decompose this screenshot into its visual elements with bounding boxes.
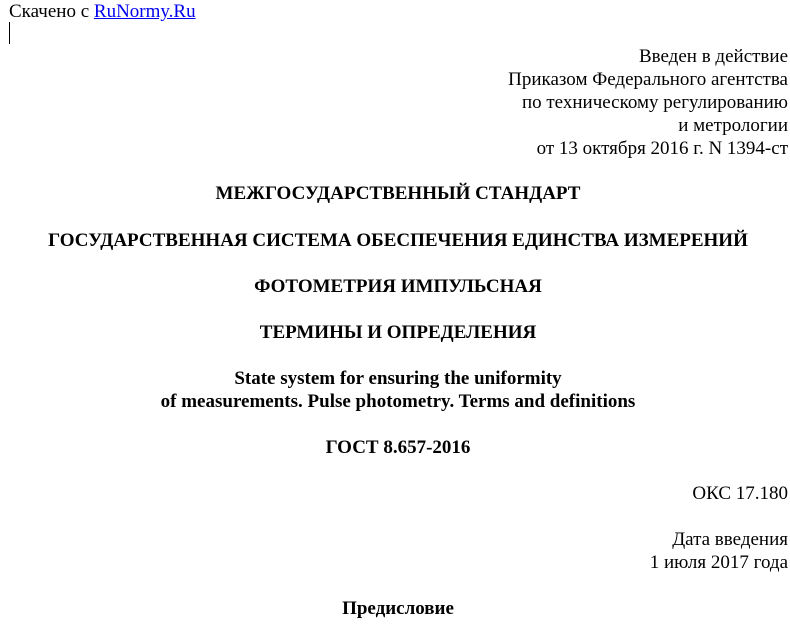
approval-line-3: по техническому регулированию bbox=[521, 92, 788, 113]
approval-line-2: Приказом Федерального агентства bbox=[508, 69, 788, 90]
english-title bbox=[0, 367, 790, 413]
source-line bbox=[9, 1, 196, 23]
approval-line-4: и метрологии bbox=[678, 115, 788, 136]
gost-number: ГОСТ 8.657-2016 bbox=[325, 437, 471, 458]
runormy-link[interactable]: RuNormy.Ru bbox=[93, 1, 196, 22]
oks-code: ОКС 17.180 bbox=[692, 483, 788, 504]
introduction-date-label: Дата введения bbox=[672, 529, 788, 550]
approval-line-5: от 13 октября 2016 г. N 1394-ст bbox=[536, 138, 788, 159]
heading-interstate-standard: МЕЖГОСУДАРСТВЕННЫЙ СТАНДАРТ bbox=[215, 183, 581, 204]
approval-block bbox=[508, 45, 788, 160]
heading-terms-definitions: ТЕРМИНЫ И ОПРЕДЕЛЕНИЯ bbox=[259, 322, 537, 343]
text-cursor bbox=[9, 22, 10, 44]
heading-pulse-photometry: ФОТОМЕТРИЯ ИМПУЛЬСНАЯ bbox=[254, 276, 542, 297]
english-title-line-1: State system for ensuring the uniformity bbox=[234, 368, 562, 389]
heading-foreword: Предисловие bbox=[342, 598, 454, 619]
english-title-line-2: of measurements. Pulse photometry. Terms and definitions bbox=[160, 391, 636, 412]
approval-line-1: Введен в действие bbox=[638, 46, 788, 67]
introduction-date-block bbox=[650, 528, 788, 574]
source-prefix: Скачено с bbox=[9, 1, 94, 22]
introduction-date-value: 1 июля 2017 года bbox=[649, 552, 788, 573]
heading-state-system: ГОСУДАРСТВЕННАЯ СИСТЕМА ОБЕСПЕЧЕНИЯ ЕДИНСТВА ИЗМЕРЕНИЙ bbox=[48, 230, 748, 251]
